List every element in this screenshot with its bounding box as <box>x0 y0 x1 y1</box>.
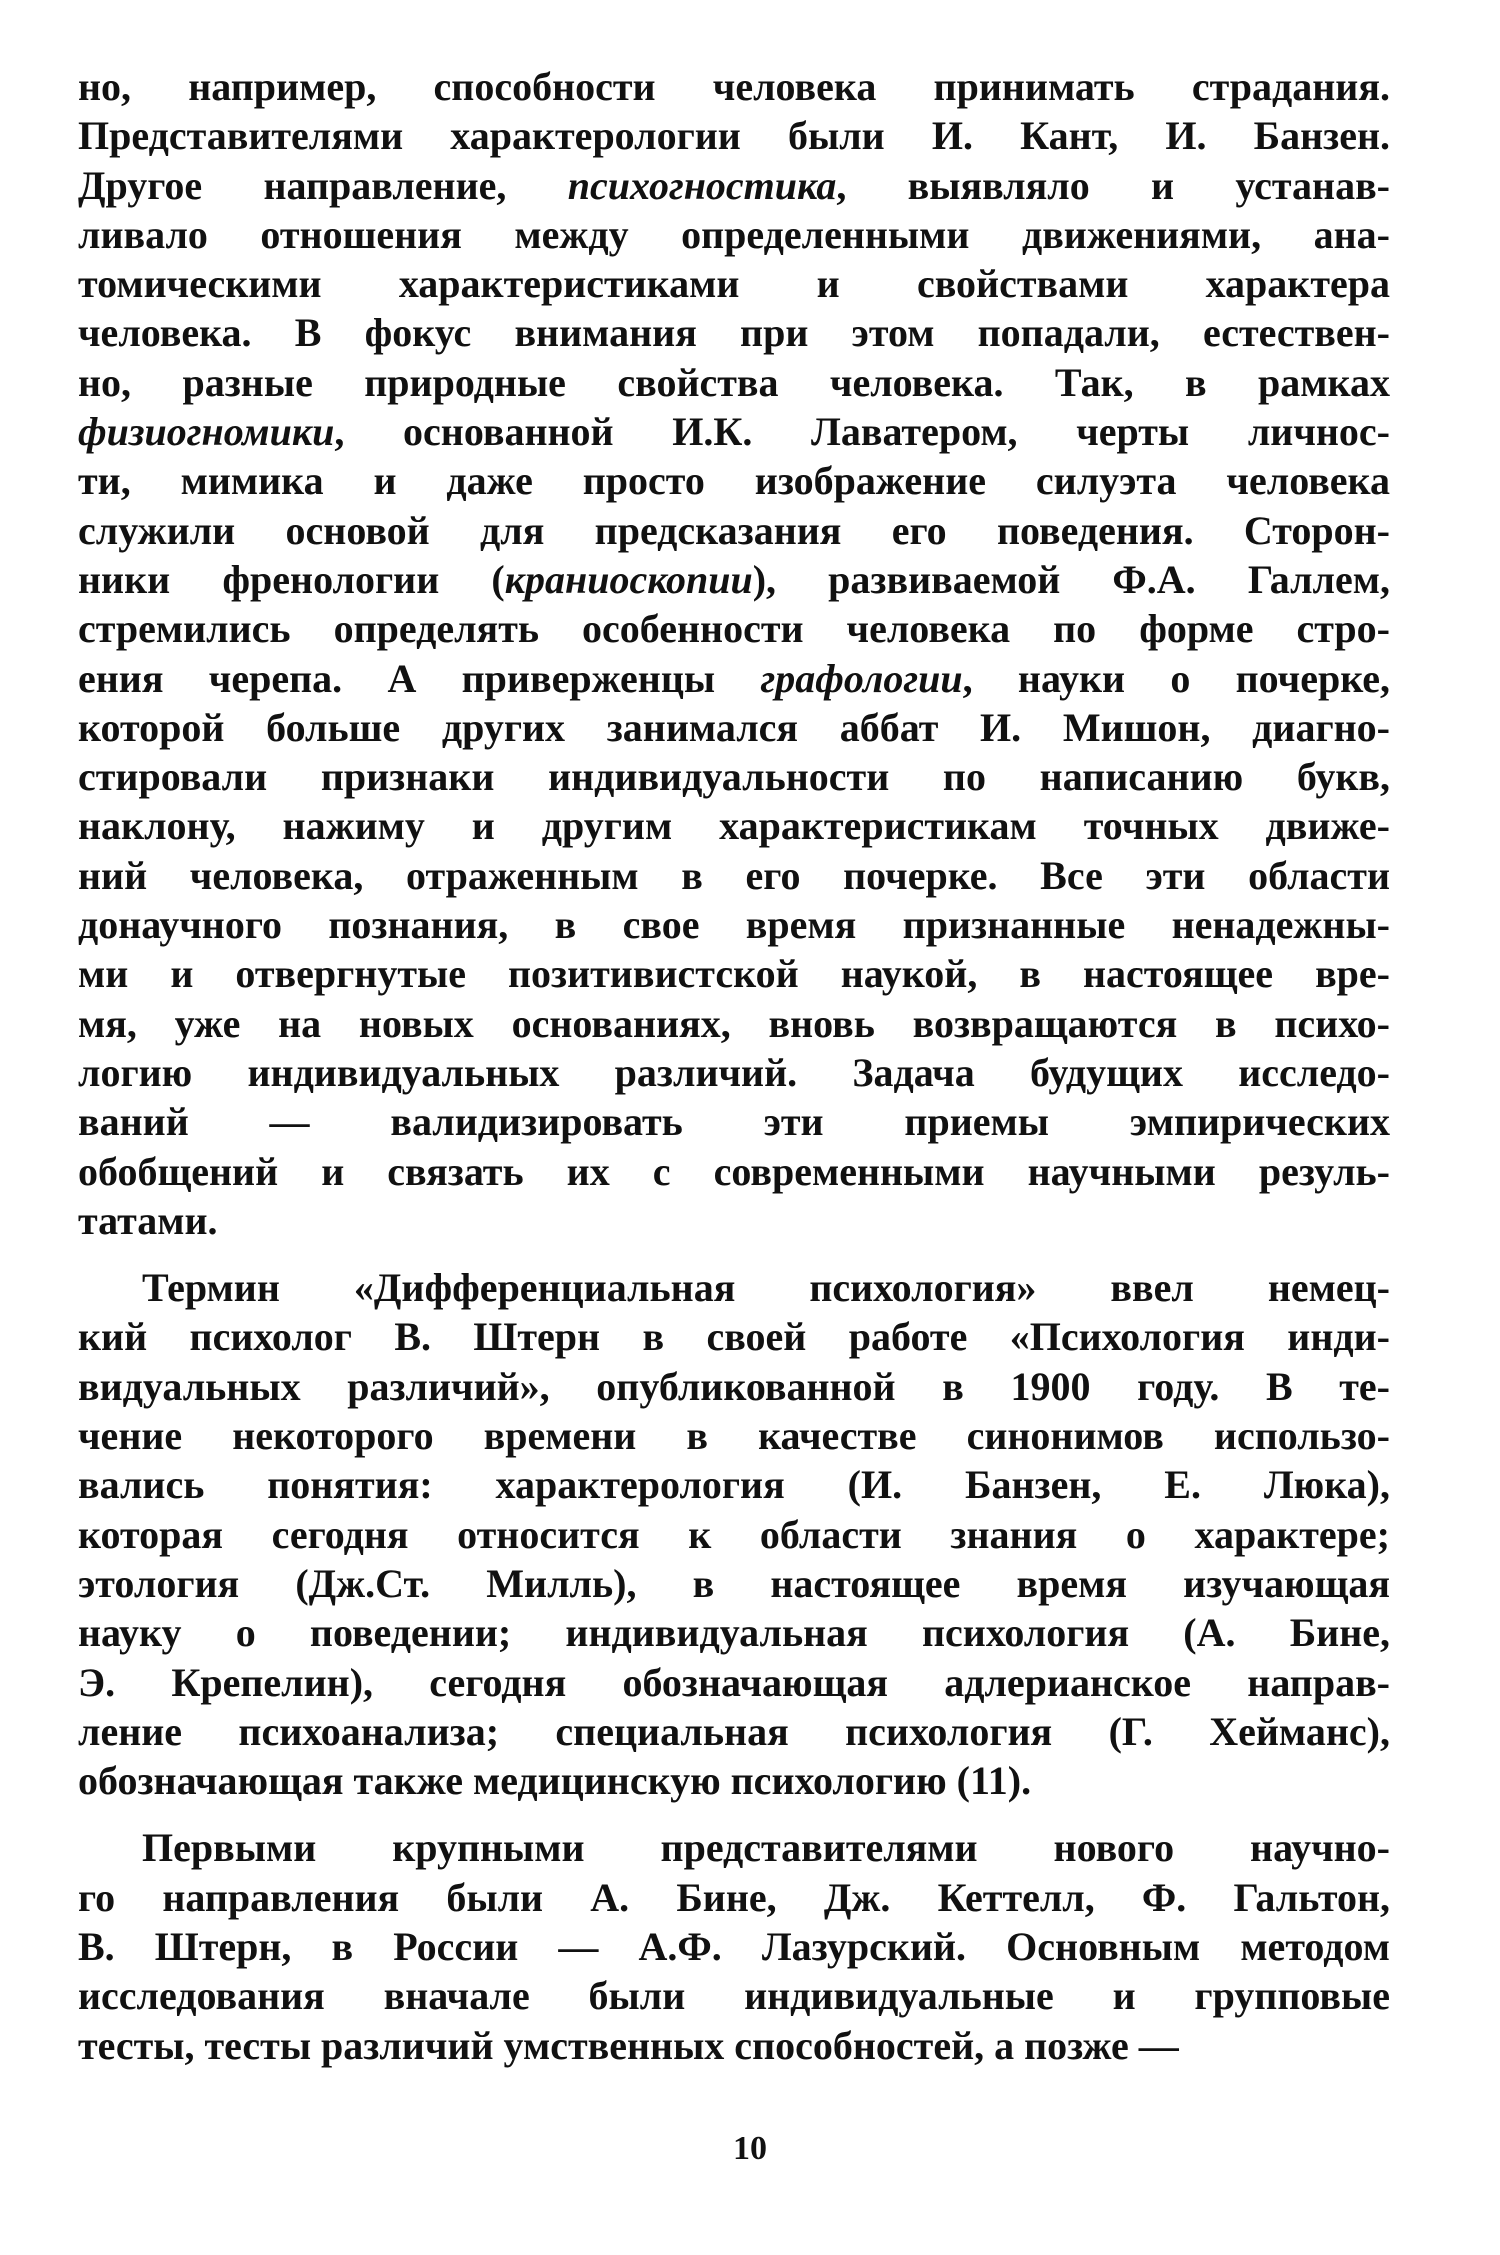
text-segment: науку о поведении; индивидуальная психология (А. Бине, <box>78 1610 1390 1656</box>
text-line <box>78 654 1390 703</box>
text-segment: го направления были А. Бине, Дж. Кеттелл, Ф. Гальтон, <box>78 1874 1390 1920</box>
text-line <box>78 1823 1390 1872</box>
paragraph <box>78 1263 1390 1805</box>
text-line <box>78 1873 1390 1922</box>
text-segment: , науки о почерке, <box>962 655 1391 701</box>
text-segment: томическими характеристиками и свойствами характера <box>78 261 1390 307</box>
text-line <box>78 456 1390 505</box>
text-segment: татами. <box>78 1197 218 1243</box>
text-segment: вались понятия: характерология (И. Банзен, Е. Люка), <box>78 1462 1390 1508</box>
text-segment: Представителями характерологии были И. Кант, И. Банзен. <box>78 113 1390 159</box>
text-segment: которой больше других занимался аббат И. Мишон, диагно- <box>78 704 1390 750</box>
text-line <box>78 1922 1390 1971</box>
text-line <box>78 161 1390 210</box>
text-line <box>78 1411 1390 1460</box>
text-line <box>78 1312 1390 1361</box>
text-line <box>78 407 1390 456</box>
paragraph <box>78 62 1390 1245</box>
italic-term: физиогномики <box>78 409 335 455</box>
text-line <box>78 1460 1390 1509</box>
text-segment: тесты, тесты различий умственных способностей, а позже — <box>78 2022 1179 2068</box>
italic-term: психогностика <box>567 162 837 208</box>
text-segment: ваний — валидизировать эти приемы эмпирических <box>78 1099 1390 1145</box>
text-segment: ники френологии ( <box>78 556 505 602</box>
text-segment: Термин «Дифференциальная психология» ввел немец- <box>142 1265 1390 1311</box>
text-segment: кий психолог В. Штерн в своей работе «Психология инди- <box>78 1314 1390 1360</box>
text-line <box>78 999 1390 1048</box>
text-segment: логию индивидуальных различий. Задача будущих исследо- <box>78 1049 1390 1095</box>
italic-term: графологии <box>760 655 963 701</box>
text-segment: человека. В фокус внимания при этом попадали, естествен- <box>78 310 1390 356</box>
text-segment: стремились определять особенности человека по форме стро- <box>78 606 1390 652</box>
text-segment: служили основой для предсказания его поведения. Сторон- <box>78 507 1390 553</box>
text-segment: ти, мимика и даже просто изображение силуэта человека <box>78 458 1390 504</box>
text-line <box>78 1147 1390 1196</box>
text-line <box>78 1196 1390 1245</box>
text-segment: ), развиваемой Ф.А. Галлем, <box>752 556 1391 602</box>
text-segment: видуальных различий», опубликованной в 1900 году. В те- <box>78 1363 1390 1409</box>
text-segment: , выявляло и устанав- <box>836 162 1390 208</box>
text-line <box>78 210 1390 259</box>
page-number: 10 <box>733 2130 767 2167</box>
text-line <box>78 1362 1390 1411</box>
text-line <box>78 308 1390 357</box>
text-line <box>78 752 1390 801</box>
text-segment: наклону, нажиму и другим характеристикам точных движе- <box>78 803 1390 849</box>
text-segment: но, разные природные свойства человека. Так, в рамках <box>78 359 1390 405</box>
text-line <box>78 1048 1390 1097</box>
text-segment: Первыми крупными представителями нового научно- <box>142 1825 1390 1871</box>
text-line <box>78 949 1390 998</box>
text-segment: донаучного познания, в свое время признанные ненадежны- <box>78 902 1390 948</box>
text-line <box>78 259 1390 308</box>
text-line <box>78 1756 1390 1805</box>
italic-term: краниоскопии <box>504 556 753 602</box>
text-segment: В. Штерн, в России — А.Ф. Лазурский. Основным методом <box>78 1923 1390 1969</box>
text-line <box>78 62 1390 111</box>
text-segment: ний человека, отраженным в его почерке. Все эти области <box>78 852 1390 898</box>
text-segment: исследования вначале были индивидуальные и групповые <box>78 1973 1390 2019</box>
text-segment: ми и отвергнутые позитивистской наукой, в настоящее вре- <box>78 951 1390 997</box>
text-line <box>78 1658 1390 1707</box>
text-line <box>78 900 1390 949</box>
text-segment: но, например, способности человека принимать страдания. <box>78 64 1390 109</box>
text-line <box>78 1707 1390 1756</box>
text-line <box>78 801 1390 850</box>
text-segment: чение некоторого времени в качестве синонимов использо- <box>78 1413 1390 1459</box>
text-segment: Другое направление, <box>78 162 568 208</box>
text-line <box>78 1559 1390 1608</box>
text-line <box>78 358 1390 407</box>
text-line <box>78 851 1390 900</box>
text-line <box>78 1097 1390 1146</box>
text-segment: обозначающая также медицинскую психологию (11). <box>78 1758 1032 1804</box>
text-line <box>78 111 1390 160</box>
text-line <box>78 506 1390 555</box>
text-segment: Э. Крепелин), сегодня обозначающая адлерианское направ- <box>78 1659 1390 1705</box>
text-line <box>78 604 1390 653</box>
paragraph <box>78 1823 1390 2069</box>
text-line <box>78 555 1390 604</box>
text-line <box>78 703 1390 752</box>
text-segment: ения черепа. А приверженцы <box>78 655 761 701</box>
text-segment: которая сегодня относится к области знания о характере; <box>78 1511 1390 1557</box>
text-segment: мя, уже на новых основаниях, вновь возвращаются в психо- <box>78 1000 1390 1046</box>
text-segment: стировали признаки индивидуальности по написанию букв, <box>78 754 1390 800</box>
text-segment: обобщений и связать их с современными научными резуль- <box>78 1148 1390 1194</box>
text-segment: , основанной И.К. Лаватером, черты личнос- <box>334 409 1390 455</box>
page-body-text <box>78 62 1390 2070</box>
text-line <box>78 1263 1390 1312</box>
text-segment: этология (Дж.Ст. Милль), в настоящее время изучающая <box>78 1560 1390 1606</box>
text-line <box>78 1971 1390 2020</box>
text-segment: ливало отношения между определенными движениями, ана- <box>78 211 1390 257</box>
text-line <box>78 2021 1390 2070</box>
text-line <box>78 1608 1390 1657</box>
text-line <box>78 1510 1390 1559</box>
text-segment: ление психоанализа; специальная психология (Г. Хейманс), <box>78 1708 1390 1754</box>
